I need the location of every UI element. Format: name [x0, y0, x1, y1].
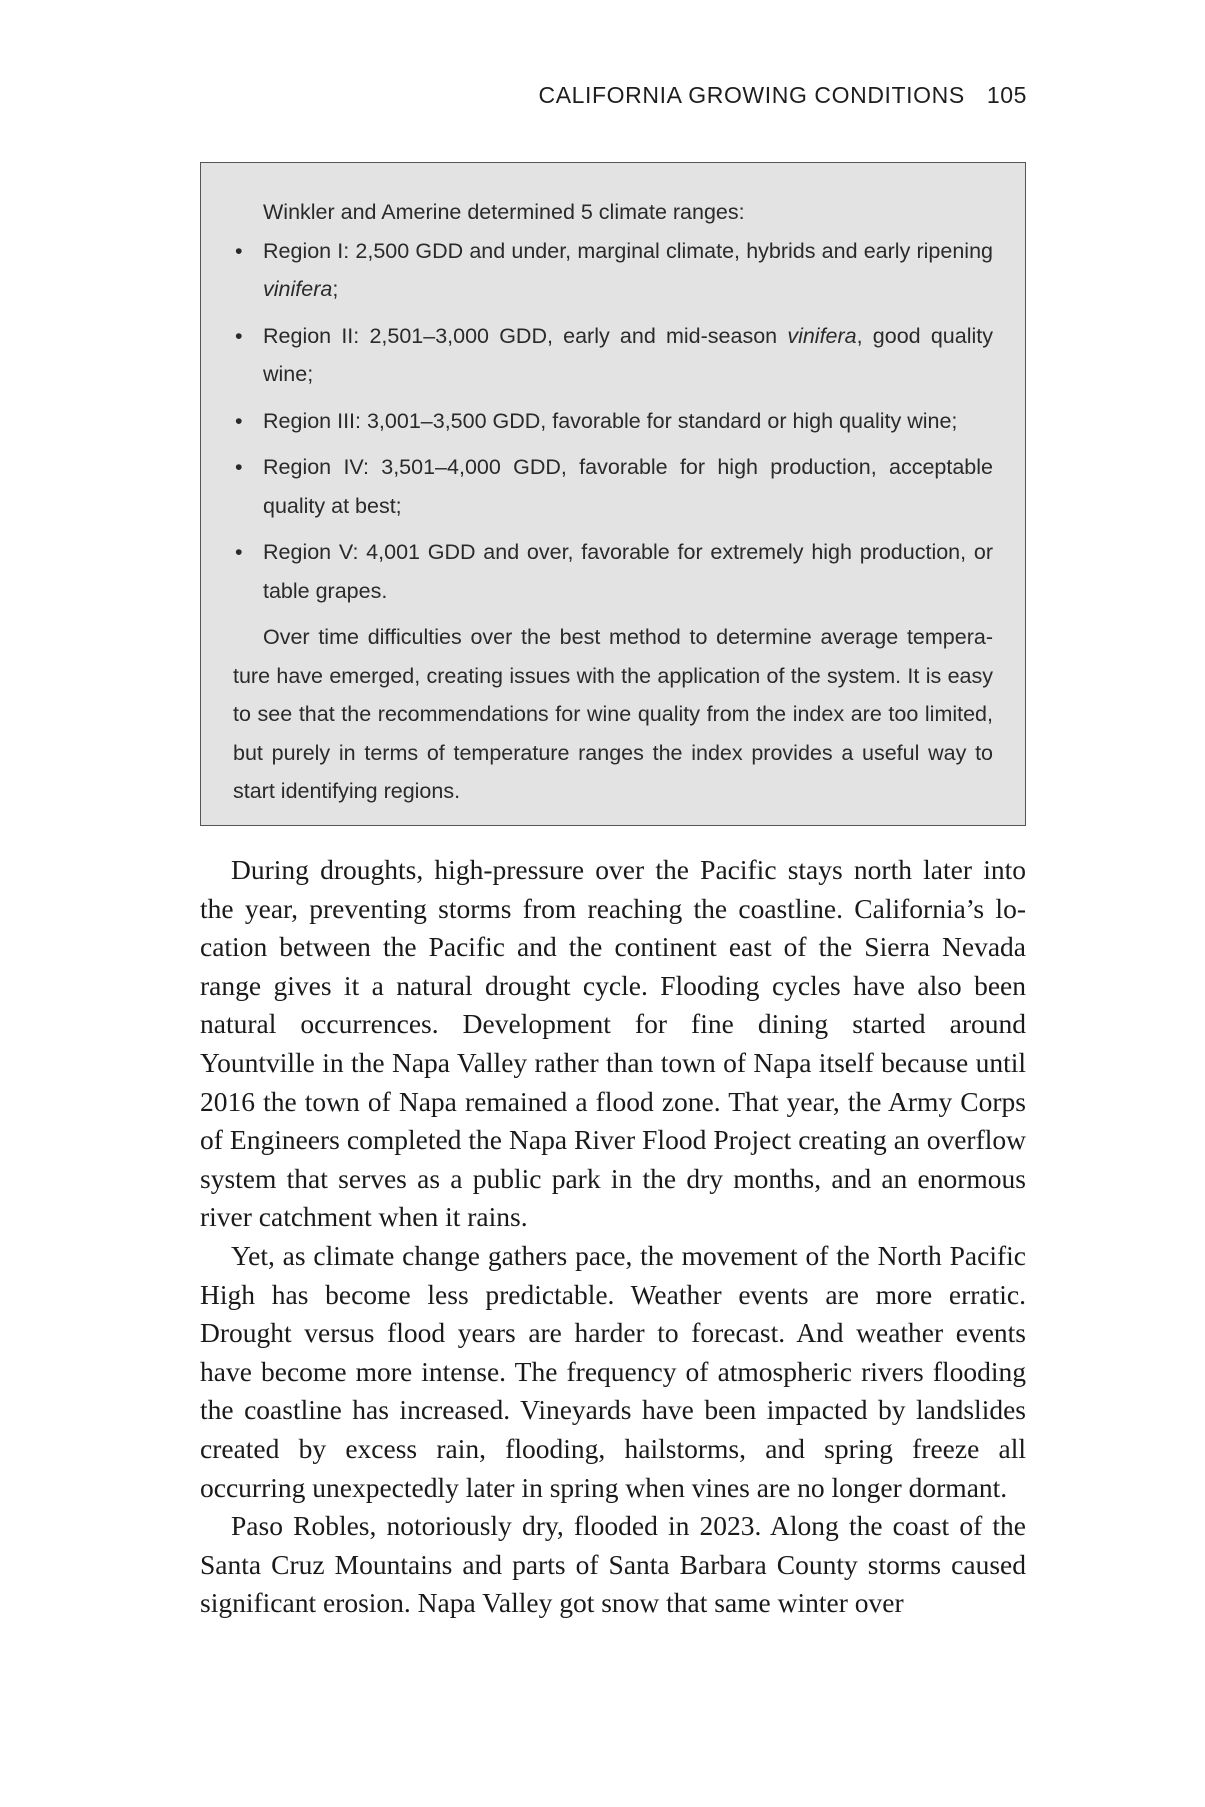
region-item-2	[233, 317, 993, 394]
region-italic: vinifera	[263, 277, 333, 301]
region-item-1	[233, 232, 993, 309]
bullet-icon: •	[235, 540, 243, 564]
page-number: 105	[986, 82, 1027, 108]
region-text-end: , good quality wine;	[263, 323, 993, 386]
sidebar-closing-paragraph: Over time difficulties over the best method to determine average temperature have emerged, creating issues with the application of the system. It is easy to see that the recommendations for wine quality from the index are too limited, but purely in terms of temperature ranges the index provides a useful way to start identifying regions.	[233, 625, 993, 803]
region-text: Region V: 4,001 GDD and over, favorable for extremely high production, or table grapes.	[263, 540, 993, 603]
region-italic: vinifera	[787, 323, 857, 348]
running-head	[539, 82, 1028, 109]
body-paragraph-2: Yet, as climate change gathers pace, the movement of the North Pacific High has become less predictable. Weather events are more erratic. Drought versus flood years are harder to forecast. And weather events have become more intense. The frequency of atmospheric rivers flooding the coastline has increased. Vineyards have been impacted by landslides created by excess rain, flooding, hailstorms, and spring freeze all occurring unexpectedly later in spring when vines are no longer dormant.	[200, 1239, 1026, 1503]
region-list	[233, 232, 993, 611]
body-paragraph-1: During droughts, high-pressure over the Pacific stays north later into the year, preventing storms from reaching the coastline. California’s location between the Pacific and the continent east of the Sierra Nevada range gives it a natural drought cycle. Flooding cycles have also been natural occurrences. Development for fine dining started around Yountville in the Napa Valley rather than town of Napa itself because until 2016 the town of Napa remained a flood zone. That year, the Army Corps of Engineers completed the Napa River Flood Project creating an overflow system that serves as a public park in the dry months, and an enormous river catchment when it rains.	[200, 854, 1026, 1233]
region-text: Region I: 2,500 GDD and under, marginal climate, hybrids and early ripening	[263, 238, 993, 263]
region-text: Region IV: 3,501–4,000 GDD, favorable for high production, acceptable quality at best;	[263, 455, 993, 518]
region-text: Region II: 2,501–3,000 GDD, early and mid-season	[263, 323, 788, 348]
bullet-icon: •	[235, 408, 243, 433]
climate-regions-sidebar	[200, 162, 1026, 826]
region-text-end: ;	[332, 277, 339, 301]
body-text	[200, 851, 1026, 1623]
region-item-3	[233, 402, 993, 441]
region-item-4	[233, 448, 993, 525]
bullet-icon: •	[235, 323, 243, 348]
region-text: Region III: 3,001–3,500 GDD, favorable for standard or high quality wine;	[263, 408, 958, 433]
bullet-icon: •	[235, 455, 243, 479]
region-item-5	[233, 533, 993, 610]
bullet-icon: •	[235, 238, 243, 263]
running-title: CALIFORNIA GROWING CONDITIONS	[538, 82, 965, 108]
body-paragraph-3: Paso Robles, notoriously dry, flooded in 2023. Along the coast of the Santa Cruz Mountains and parts of Santa Barbara County storms caused significant erosion. Napa Valley got snow that same winter over	[200, 1510, 1026, 1619]
sidebar-lead: Winkler and Amerine determined 5 climate ranges:	[263, 200, 745, 224]
